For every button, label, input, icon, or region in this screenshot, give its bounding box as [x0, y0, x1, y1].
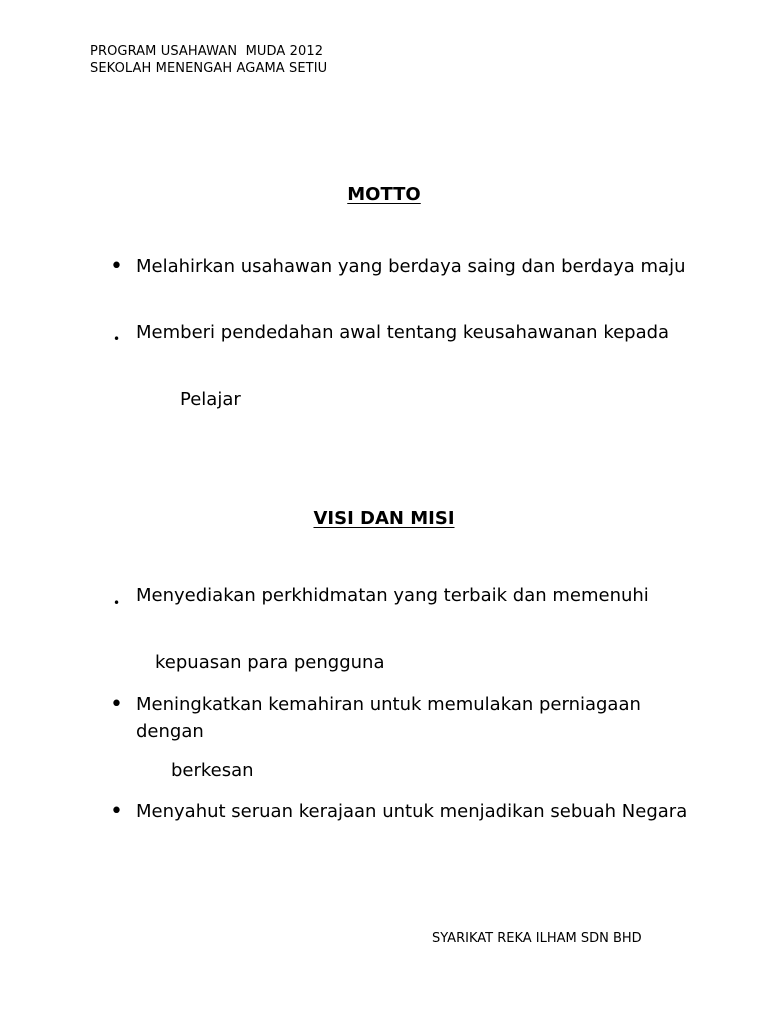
header-program-line: PROGRAM USAHAWAN MUDA 2012: [90, 44, 324, 59]
visi-bullet-3: •: [110, 799, 123, 824]
motto-bullet-1: •: [110, 254, 123, 279]
visi-item-2: Meningkatkan kemahiran untuk memulakan perniagaan dengan: [136, 694, 641, 742]
header-school-line: SEKOLAH MENENGAH AGAMA SETIU: [90, 61, 328, 76]
motto-item-2: Memberi pendedahan awal tentang keusahawanan kepada: [136, 322, 670, 343]
footer-company-name: SYARIKAT REKA ILHAM SDN BHD: [432, 931, 642, 946]
visi-misi-title: VISI DAN MISI: [313, 508, 455, 529]
motto-title: MOTTO: [347, 184, 421, 205]
motto-item-2-continuation: Pelajar: [180, 389, 241, 410]
visi-bullet-1: •: [113, 596, 121, 610]
visi-item-1: Menyediakan perkhidmatan yang terbaik dan memenuhi: [136, 585, 649, 606]
motto-item-1: Melahirkan usahawan yang berdaya saing dan berdaya maju: [136, 256, 686, 277]
visi-bullet-2: •: [110, 692, 123, 717]
visi-item-2-continuation: berkesan: [171, 760, 254, 781]
visi-item-3: Menyahut seruan kerajaan untuk menjadikan sebuah Negara: [136, 801, 688, 822]
motto-bullet-2: •: [113, 332, 121, 346]
visi-item-1-continuation: kepuasan para pengguna: [155, 652, 385, 673]
